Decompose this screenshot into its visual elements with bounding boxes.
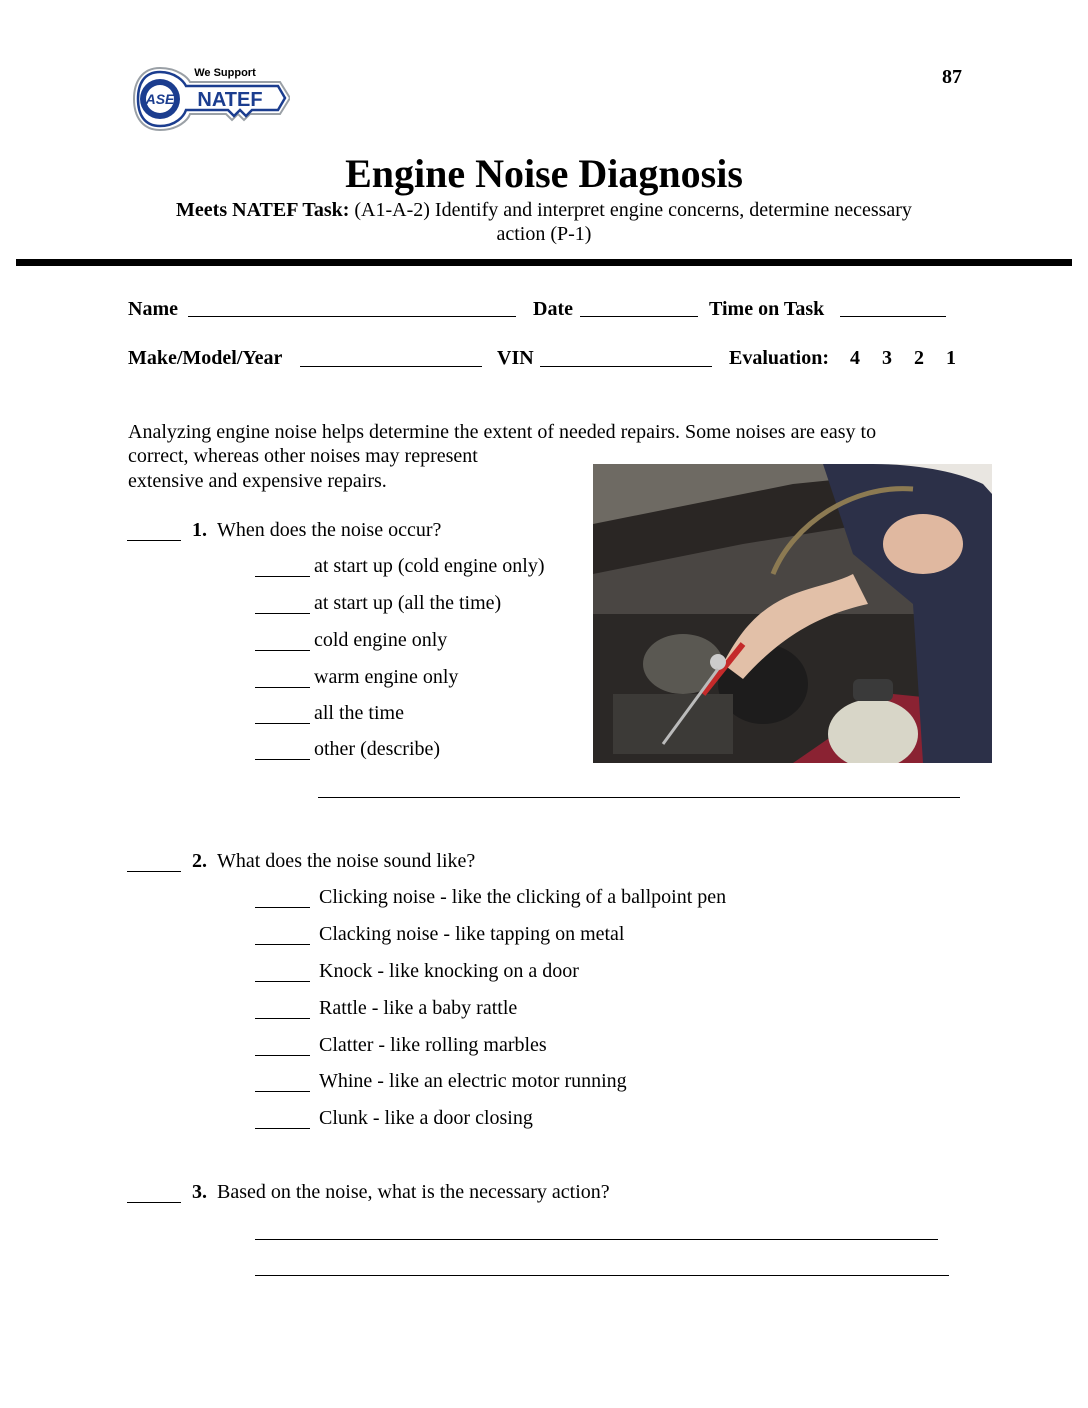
q1-option-5-blank[interactable] bbox=[255, 723, 310, 724]
q3-score-blank[interactable] bbox=[127, 1202, 181, 1203]
question-3-text: Based on the noise, what is the necessary action? bbox=[217, 1181, 610, 1203]
q2-option-7: Clunk - like a door closing bbox=[319, 1107, 533, 1129]
question-1-text: When does the noise occur? bbox=[217, 519, 442, 541]
q1-option-5: all the time bbox=[314, 702, 404, 724]
q2-option-3-blank[interactable] bbox=[255, 981, 310, 982]
svg-text:NATEF: NATEF bbox=[197, 89, 263, 111]
q1-score-blank[interactable] bbox=[127, 540, 181, 541]
question-2-number: 2. bbox=[192, 850, 207, 872]
task-description bbox=[0, 198, 1088, 246]
q1-option-1: at start up (cold engine only) bbox=[314, 555, 545, 577]
page-number: 87 bbox=[942, 66, 962, 88]
vin-label: VIN bbox=[497, 347, 534, 369]
q1-option-6: other (describe) bbox=[314, 738, 441, 760]
q1-option-4-blank[interactable] bbox=[255, 687, 310, 688]
evaluation-label: Evaluation: bbox=[729, 347, 830, 369]
q2-option-5-blank[interactable] bbox=[255, 1055, 310, 1056]
evaluation-score-4[interactable]: 4 bbox=[850, 347, 860, 369]
q2-option-6: Whine - like an electric motor running bbox=[319, 1070, 627, 1092]
svg-text:ASE: ASE bbox=[145, 91, 175, 107]
make-model-year-field[interactable] bbox=[300, 366, 482, 367]
time-on-task-field[interactable] bbox=[840, 316, 946, 317]
q3-answer-line-2[interactable] bbox=[255, 1275, 949, 1276]
q2-option-6-blank[interactable] bbox=[255, 1091, 310, 1092]
q1-option-3: cold engine only bbox=[314, 629, 448, 651]
q1-option-2: at start up (all the time) bbox=[314, 592, 502, 614]
intro-line-1: Analyzing engine noise helps determine the extent of needed repairs. Some noises are easy to bbox=[128, 421, 877, 443]
q1-option-1-blank[interactable] bbox=[255, 576, 310, 577]
svg-text:We Support: We Support bbox=[194, 67, 256, 79]
q2-score-blank[interactable] bbox=[127, 871, 181, 872]
q2-option-4: Rattle - like a baby rattle bbox=[319, 997, 518, 1019]
q2-option-2-blank[interactable] bbox=[255, 944, 310, 945]
name-field[interactable] bbox=[188, 316, 516, 317]
q2-option-5: Clatter - like rolling marbles bbox=[319, 1034, 547, 1056]
question-1-number: 1. bbox=[192, 519, 207, 541]
make-model-year-label: Make/Model/Year bbox=[128, 347, 283, 369]
date-field[interactable] bbox=[580, 316, 698, 317]
natef-logo bbox=[130, 60, 290, 140]
q2-option-7-blank[interactable] bbox=[255, 1128, 310, 1129]
evaluation-score-1[interactable]: 1 bbox=[946, 347, 956, 369]
q2-option-1-blank[interactable] bbox=[255, 907, 310, 908]
q2-option-4-blank[interactable] bbox=[255, 1018, 310, 1019]
technician-stethoscope-photo bbox=[593, 464, 992, 763]
question-2-text: What does the noise sound like? bbox=[217, 850, 476, 872]
question-1 bbox=[192, 518, 441, 542]
question-3-number: 3. bbox=[192, 1181, 207, 1203]
name-label: Name bbox=[128, 298, 178, 320]
time-on-task-label: Time on Task bbox=[709, 298, 825, 320]
page-title: Engine Noise Diagnosis bbox=[345, 151, 743, 196]
question-3 bbox=[192, 1180, 610, 1204]
task-line-2: action (P-1) bbox=[496, 223, 592, 245]
q2-option-1: Clicking noise - like the clicking of a ballpoint pen bbox=[319, 886, 727, 908]
header-divider bbox=[16, 259, 1072, 266]
question-2 bbox=[192, 849, 475, 873]
evaluation-score-2[interactable]: 2 bbox=[914, 347, 924, 369]
evaluation-score-3[interactable]: 3 bbox=[882, 347, 892, 369]
q1-option-4: warm engine only bbox=[314, 666, 459, 688]
q1-option-2-blank[interactable] bbox=[255, 613, 310, 614]
q3-answer-line-1[interactable] bbox=[255, 1239, 938, 1240]
intro-line-2: correct, whereas other noises may represent bbox=[128, 445, 478, 467]
date-label: Date bbox=[533, 298, 573, 320]
natef-key-icon bbox=[130, 60, 290, 140]
q1-option-3-blank[interactable] bbox=[255, 650, 310, 651]
vin-field[interactable] bbox=[540, 366, 712, 367]
task-prefix: Meets NATEF Task: bbox=[176, 199, 350, 221]
task-line-1: (A1-A-2) Identify and interpret engine concerns, determine necessary bbox=[349, 199, 912, 221]
intro-line-3: extensive and expensive repairs. bbox=[128, 470, 387, 492]
q2-option-2: Clacking noise - like tapping on metal bbox=[319, 923, 625, 945]
q1-option-6-blank[interactable] bbox=[255, 759, 310, 760]
q2-option-3: Knock - like knocking on a door bbox=[319, 960, 579, 982]
q1-describe-line[interactable] bbox=[318, 797, 960, 798]
